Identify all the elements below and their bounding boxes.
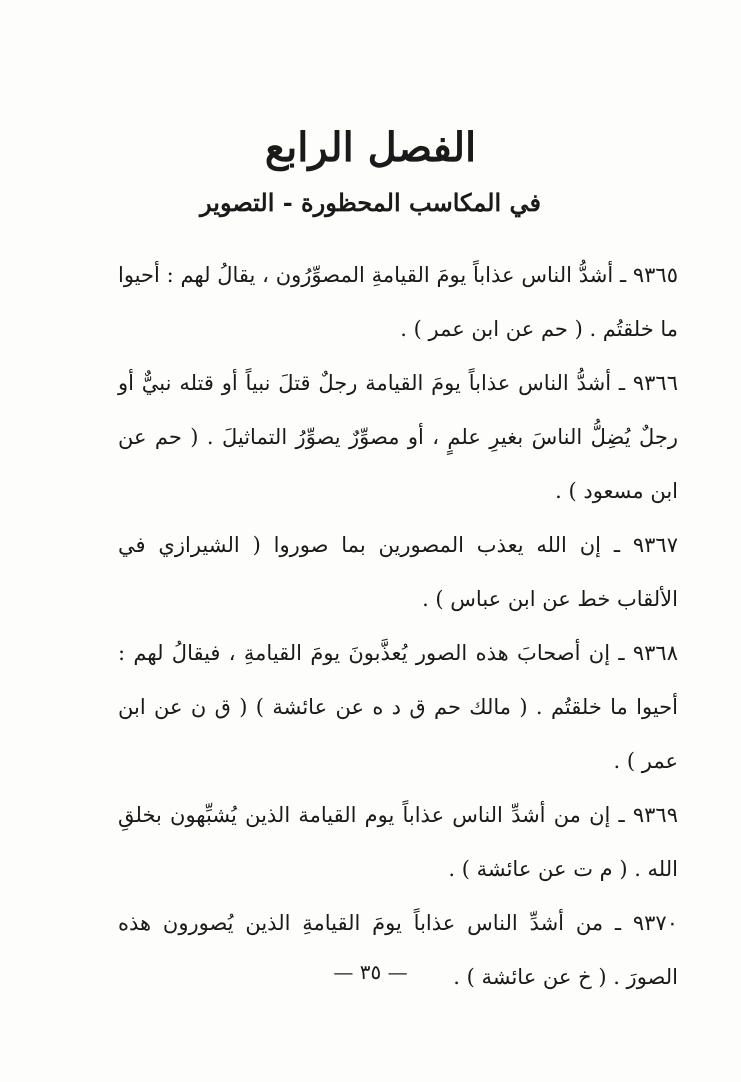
hadith-entry <box>118 248 678 356</box>
hadith-entry <box>118 626 678 788</box>
hadith-list <box>118 248 678 1004</box>
hadith-number: ٩٣٦٥ <box>632 263 678 287</box>
hadith-number: ٩٣٦٩ <box>632 803 678 827</box>
hadith-dash: ـ <box>600 533 620 557</box>
hadith-entry <box>118 788 678 896</box>
hadith-text: إن من أشدِّ الناس عذاباً يوم القيامة الذين يُشبِّهون بخلقِ الله . ( م ت عن عائشة ) . <box>118 803 678 881</box>
hadith-text: إن أصحابَ هذه الصور يُعذَّبونَ يومَ القيامةِ ، فيقالُ لهم : أحيوا ما خلقتُم . ( مالك حم ق د ه عن عائشة ) ( ق ن عن ابن عمر ) . <box>118 641 678 773</box>
hadith-text: من أشدِّ الناس عذاباً يومَ القيامةِ الذين يُصورون هذه الصورَ . ( خ عن عائشة ) . <box>118 911 678 989</box>
hadith-number: ٩٣٦٨ <box>632 641 678 665</box>
hadith-text: أشدُّ الناس عذاباً يومَ القيامةِ المصوِّرُون ، يقالُ لهم : أحيوا ما خلقتُم . ( حم عن ابن عمر ) . <box>118 263 678 341</box>
hadith-dash: ـ <box>603 911 622 935</box>
hadith-dash: ـ <box>613 263 627 287</box>
chapter-title: الفصل الرابع <box>264 124 477 171</box>
section-title: في المكاسب المحظورة - التصوير <box>200 188 541 217</box>
hadith-entry <box>118 896 678 1004</box>
page-number: — ٣٥ — <box>333 960 408 984</box>
hadith-number: ٩٣٦٧ <box>632 533 678 557</box>
hadith-number: ٩٣٧٠ <box>632 911 678 935</box>
hadith-entry <box>118 356 678 518</box>
hadith-text: إن الله يعذب المصورين بما صوروا ( الشيرازي في الألقاب خط عن ابن عباس ) . <box>118 533 678 611</box>
hadith-dash: ـ <box>611 371 626 395</box>
hadith-dash: ـ <box>610 641 625 665</box>
hadith-number: ٩٣٦٦ <box>632 371 678 395</box>
hadith-entry <box>118 518 678 626</box>
hadith-dash: ـ <box>610 803 625 827</box>
hadith-text: أشدُّ الناس عذاباً يومَ القيامة رجلٌ قتلَ نبياً أو قتله نبيٌّ أو رجلٌ يُضِلُّ الناسَ بغيرِ علمٍ ، أو مصوِّرٌ يصوِّرُ التماثيلَ . ( حم عن ابن مسعود ) . <box>118 371 678 503</box>
